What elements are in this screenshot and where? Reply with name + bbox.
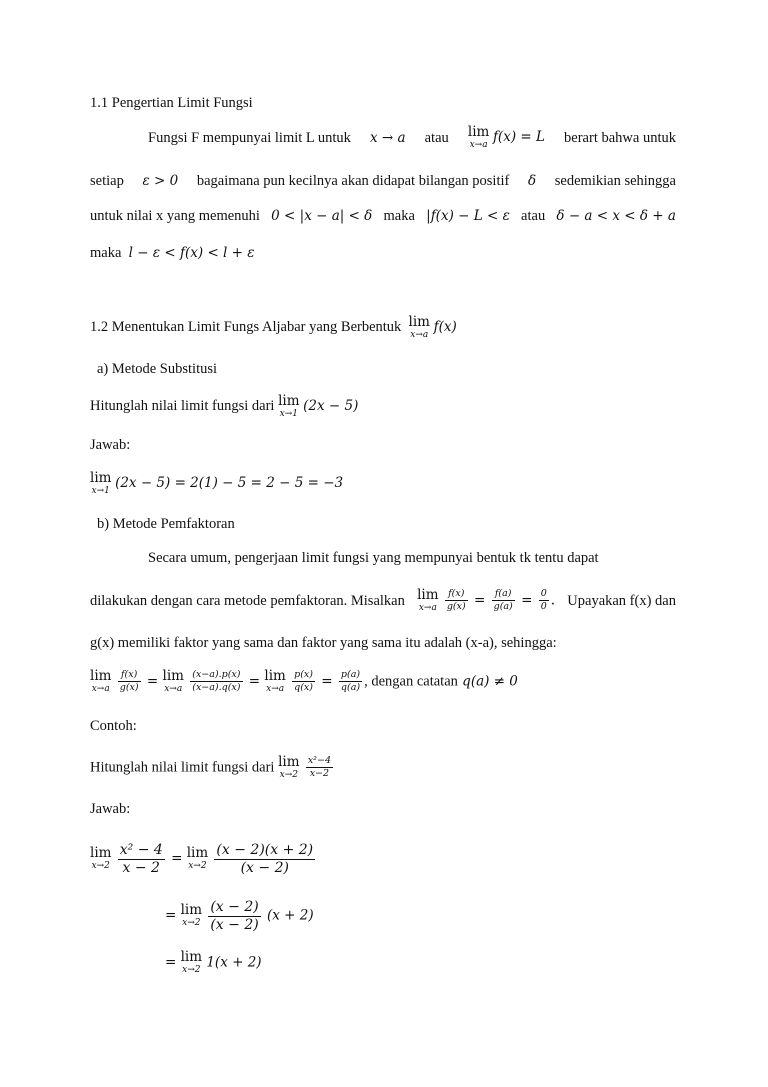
answer-label-a: Jawab: — [90, 437, 131, 453]
question-a: Hitunglah nilai limit fungsi dari lim x→1 (2x − 5) — [90, 393, 359, 419]
limit-operator: lim x→1 — [90, 470, 112, 496]
limit-operator: lim x→a — [264, 668, 286, 694]
math-fx: f(x) — [433, 319, 457, 336]
fraction-fx-gx: $\frac{f(x)}{g(x)}$ — [119, 669, 139, 694]
math-fx-equals-L: f(x) = L — [492, 129, 545, 146]
math-condition-q: q(a) ≠ 0 — [462, 673, 518, 690]
limit-operator: lim x→a — [417, 587, 439, 613]
definition-text: Fungsi F mempunyai limit L untuk — [148, 129, 351, 146]
definition-text-4: untuk nilai x yang memenuhi — [90, 208, 260, 224]
solution-step-1: lim x→2 $\frac{\text{x² − 4}}{x - 2}$ = lim x→2 $\frac{(x - 2)(x + 2)}{(x - 2)}$ — [90, 842, 314, 876]
example-question: Hitunglah nilai limit fungsi dari lim x→2 $\frac{\text{x²−4}}{x-2}$ — [90, 754, 331, 780]
math-substitution: (2x − 5) = 2(1) − 5 = 2 − 5 = −3 — [115, 475, 344, 492]
limit-operator: lim x→2 — [186, 845, 209, 871]
word-atau-2: atau — [521, 208, 546, 224]
math-x-to-a: x → a — [369, 129, 406, 146]
solution-step-2: = lim x→2 $\frac{(x - 2)}{(x - 2)}$ (x + 2) — [165, 899, 314, 933]
fraction-px-qx: $\frac{p(x)}{q(x)}$ — [294, 669, 313, 694]
fraction-cancel: $\frac{(x - 2)}{(x - 2)}$ — [210, 899, 259, 933]
method-b-paragraph-3: g(x) memiliki faktor yang sama dan faktor yang sama itu adalah (x-a), sehingga: — [90, 635, 557, 651]
word-setiap: setiap — [90, 173, 124, 189]
math-bounds: l − ε < f(x) < l + ε — [128, 245, 255, 261]
fraction-zero-zero: $\frac{0}{0}$ — [540, 588, 547, 613]
word-maka: maka — [383, 208, 415, 224]
section-1-2-heading: 1.2 Menentukan Limit Fungs Aljabar yang Berbentuk lim x→a f(x) — [90, 314, 457, 340]
factoring-formula: lim x→a $\frac{f(x)}{g(x)}$ = lim x→a $\frac{(x-a).p(x)}{(x-a).q(x)}$ = lim x→a $\frac{p(x)}{q(x)}$ = $\frac{p(a)}{q(a)}$ , dengan catatan q(a) ≠ 0 — [90, 668, 518, 694]
math-interval: δ − a < x < δ + a — [556, 208, 676, 224]
math-condition: 0 < |x − a| < δ — [271, 208, 373, 224]
definition-text-2: bagaimana pun kecilnya akan didapat bilangan positif — [196, 173, 510, 189]
math-2x-minus-5: (2x − 5) — [303, 398, 359, 415]
definition-text-3: sedemikian sehingga — [554, 173, 676, 189]
fraction-original: $\frac{\text{x² − 4}}{x - 2}$ — [119, 842, 163, 876]
method-b-label: b) Metode Pemfaktoran — [97, 516, 235, 532]
fraction-pa-qa: $\frac{p(a)}{q(a)}$ — [340, 669, 361, 694]
method-a-label: a) Metode Substitusi — [97, 361, 218, 377]
fraction-x2-4-over-x-2: $\frac{\text{x²−4}}{x-2}$ — [307, 755, 331, 780]
math-delta: δ — [527, 173, 537, 189]
fraction-fx-gx: $\frac{f(x)}{g(x)}$ — [446, 588, 466, 613]
example-label: Contoh: — [90, 718, 137, 734]
limit-operator: lim x→1 — [278, 393, 300, 419]
limit-operator: lim x→2 — [278, 754, 300, 780]
answer-label-example: Jawab: — [90, 801, 131, 817]
fraction-factored: $\frac{(x-a).p(x)}{(x-a).q(x)}$ — [192, 669, 241, 694]
section-1-1-heading: 1.1 Pengertian Limit Fungsi — [90, 95, 253, 111]
word-maka-2: maka — [90, 245, 122, 261]
definition-line-2 — [90, 171, 676, 191]
definition-line-4 — [90, 243, 255, 263]
limit-operator: lim x→2 — [180, 902, 203, 928]
method-b-paragraph-2: dilakukan dengan cara metode pemfaktoran. Misalkan lim x→a $\frac{f(x)}{g(x)}$ = $\frac{f(a)}{g(a)}$ = $\frac{0}{0}$ . Upayakan f(x) dan — [90, 587, 676, 613]
math-abs-diff: |f(x) − L < ε — [426, 208, 510, 224]
limit-operator: lim x→2 — [90, 845, 112, 871]
solution-step-3: = lim x→2 1(x + 2) — [165, 949, 262, 975]
limit-operator: lim x→a — [162, 668, 184, 694]
limit-operator: lim x→a — [408, 314, 430, 340]
answer-a — [90, 472, 343, 496]
definition-line-1 — [148, 126, 676, 150]
definition-line-3 — [90, 206, 676, 226]
limit-operator: lim x→2 — [180, 949, 203, 975]
definition-tail: berart bahwa untuk — [564, 129, 676, 146]
limit-operator: lim x→a — [90, 668, 112, 694]
word-atau: atau — [424, 129, 449, 146]
fraction-fa-ga: $\frac{f(a)}{g(a)}$ — [493, 588, 513, 613]
limit-operator: lim x→a — [467, 124, 490, 150]
math-epsilon: ε > 0 — [142, 173, 179, 189]
method-b-paragraph-1: Secara umum, pengerjaan limit fungsi yang mempunyai bentuk tk tentu dapat — [148, 550, 599, 566]
fraction-factored-product: $\frac{(x - 2)(x + 2)}{(x - 2)}$ — [216, 842, 314, 876]
